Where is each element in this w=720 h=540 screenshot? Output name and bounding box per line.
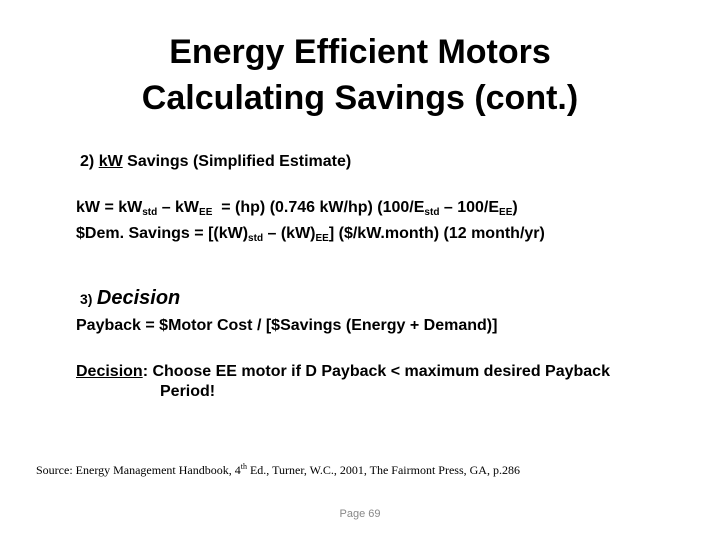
formula-text: – (kW) [267, 225, 316, 242]
formula-subscript: std [248, 233, 264, 244]
slide-title-line-1: Energy Efficient Motors [169, 33, 551, 71]
formula-text: kW = kW [76, 199, 143, 216]
source-text: Source: Energy Management Handbook, 4 [36, 463, 241, 477]
section-2-label-kw: kW [98, 153, 123, 170]
formula-subscript: EE [315, 233, 329, 244]
formula-text: – 100/E [443, 199, 500, 216]
decision-text: : Choose EE motor if D Payback < maximum desired Payback [142, 363, 610, 380]
page-number: Page 69 [339, 508, 381, 520]
slide-title-line-2: Calculating Savings (cont.) [141, 79, 579, 117]
formula-subscript: std [142, 207, 158, 218]
payback-formula: Payback = $Motor Cost / [$Savings (Energy + Demand)] [76, 317, 498, 334]
decision-rule-line-2: Period! [160, 383, 216, 400]
section-3-number: 3) [80, 291, 93, 307]
formula-text: = (hp) (0.746 kW/hp) (100/E [221, 199, 425, 216]
formula-text: $Dem. Savings = [(kW) [76, 225, 249, 242]
formula-text: ] ($/kW.month) (12 month/yr) [328, 225, 545, 242]
section-2-number: 2) [80, 153, 95, 170]
section-2-label: Savings (Simplified Estimate) [127, 153, 352, 170]
source-citation [36, 462, 520, 478]
section-3-label: Decision [96, 287, 181, 309]
formula-subscript: EE [199, 207, 213, 218]
decision-label: Decision [76, 363, 143, 380]
formula-subscript: EE [499, 207, 513, 218]
decision-rule-line-1 [76, 362, 610, 382]
source-text: Ed., Turner, W.C., 2001, The Fairmont Press, GA, p.286 [246, 463, 520, 477]
kw-savings-formula [76, 198, 518, 218]
formula-subscript: std [424, 207, 440, 218]
section-2-heading [80, 152, 351, 172]
formula-text: – kW [161, 199, 200, 216]
section-3-heading [80, 288, 180, 310]
source-superscript: th [240, 462, 247, 471]
demand-savings-formula [76, 224, 545, 244]
formula-text: ) [512, 199, 518, 216]
